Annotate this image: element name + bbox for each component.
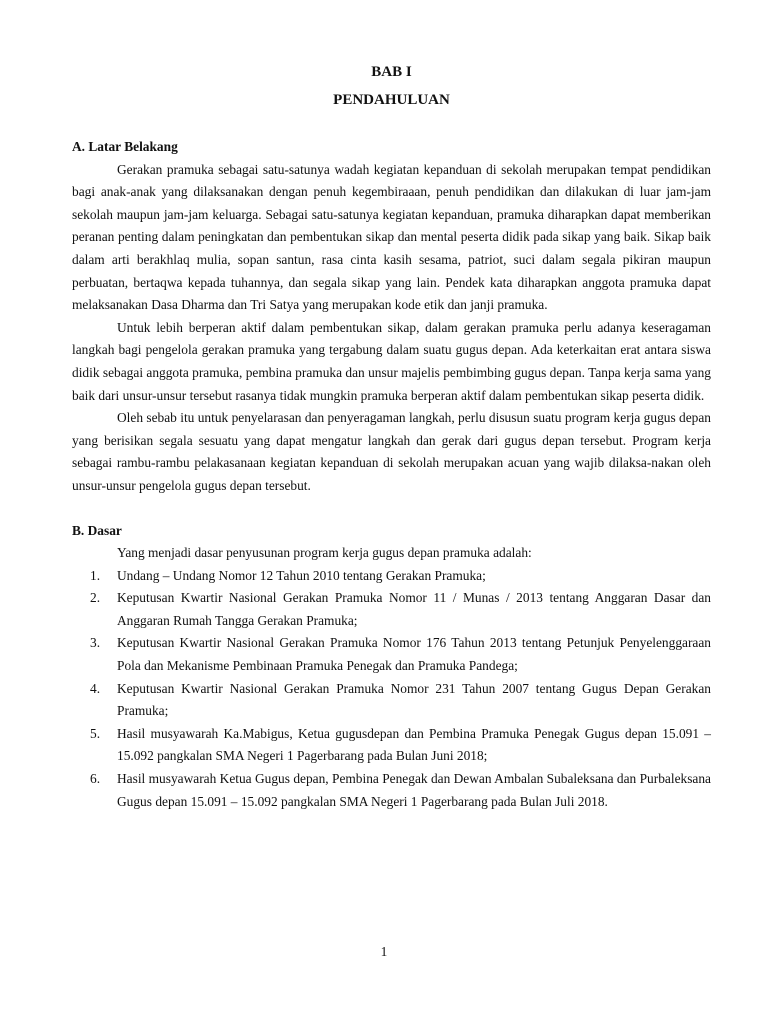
- section-dasar: [72, 520, 711, 814]
- page-number: 1: [380, 944, 388, 959]
- list-item-number: 6.: [90, 771, 101, 787]
- document-page: [72, 58, 711, 813]
- section-a-heading: A. Latar Belakang: [72, 139, 178, 154]
- list-item: [72, 768, 711, 813]
- section-a-paragraph-1: Gerakan pramuka sebagai satu-satunya wadah kegiatan kepanduan di sekolah merupakan tempat pendidikan bagi anak-anak yang dilaksanakan dengan penuh kegembiraaan, penuh pendidikan dan dilakukan di luar jam-jam sekolah maupun jam-jam keluarga. Sebagai satu-satunya kegiatan kepanduan, pramuka diharapkan dapat memberikan peranan penting dalam peningkatan dan pembentukan sikap dan mental peserta didik pada sikap yang baik. Sikap baik dalam arti berakhlaq mulia, sopan santun, rasa cinta kasih sesama, patriot, suci dalam segala pikiran maupun perbuatan, bertaqwa kepada tuhannya, dan segala sikap yang lain. Pendek kata diharapkan anggota pramuka dapat melaksanakan Dasa Dharma dan Tri Satya yang merupakan kode etik dan janji pramuka.: [72, 161, 711, 313]
- chapter-title: PENDAHULUAN: [333, 92, 450, 108]
- list-item-text: Hasil musyawarah Ka.Mabigus, Ketua gugusdepan dan Pembina Pramuka Penegak Gugus depan 15.091 – 15.092 pangkalan SMA Negeri 1 Pagerbarang pada Bulan Juni 2018;: [117, 725, 711, 764]
- list-item: [72, 587, 711, 632]
- list-item-number: 3.: [90, 635, 101, 651]
- list-item-number: 1.: [90, 567, 101, 583]
- list-item-number: 2.: [90, 590, 101, 606]
- section-a-paragraph-3: Oleh sebab itu untuk penyelarasan dan penyeragaman langkah, perlu disusun suatu program kerja gugus depan yang berisikan segala sesuatu yang dapat mengatur langkah dan gerak dari gugus depan tersebut. Program kerja sebagai rambu-rambu pelakasanaan kegiatan kepanduan di sekolah merupakan acuan yang wajib dilaksa-nakan oleh unsur-unsur pengelola gugus depan tersebut.: [72, 410, 711, 493]
- list-item: [72, 565, 711, 588]
- list-item-text: Keputusan Kwartir Nasional Gerakan Pramuka Nomor 176 Tahun 2013 tentang Petunjuk Penyelenggaraan Pola dan Mekanisme Pembinaan Pramuka Penegak dan Pramuka Pandega;: [117, 635, 711, 674]
- list-item: [72, 632, 711, 677]
- list-item-number: 5.: [90, 725, 101, 741]
- section-b-heading: B. Dasar: [72, 522, 122, 538]
- chapter-label: BAB I: [371, 64, 412, 80]
- dasar-list: [72, 565, 711, 814]
- section-b-intro: Yang menjadi dasar penyusunan program kerja gugus depan pramuka adalah:: [117, 545, 532, 561]
- list-item-text: Keputusan Kwartir Nasional Gerakan Pramuka Nomor 231 Tahun 2007 tentang Gugus Depan Gerakan Pramuka;: [117, 680, 711, 719]
- section-latar-belakang: [72, 136, 711, 498]
- section-a-paragraph-2: Untuk lebih berperan aktif dalam pembentukan sikap, dalam gerakan pramuka perlu adanya keseragaman langkah bagi pengelola gerakan pramuka yang tergabung dalam suatu gugus depan. Ada keterkaitan erat antara siswa didik sebagai anggota pramuka, pembina pramuka dan unsur majelis pembimbing gugus depan. Tanpa kerja sama yang baik dari unsur-unsur tersebut rasanya tidak mungkin pramuka berperan aktif dalam pembentukan sikap peserta didik.: [72, 319, 711, 403]
- list-item-number: 4.: [90, 680, 101, 696]
- list-item: [72, 678, 711, 723]
- list-item-text: Undang – Undang Nomor 12 Tahun 2010 tentang Gerakan Pramuka;: [117, 567, 486, 583]
- list-item: [72, 723, 711, 768]
- list-item-text: Hasil musyawarah Ketua Gugus depan, Pembina Penegak dan Dewan Ambalan Subaleksana dan Purbaleksana Gugus depan 15.091 – 15.092 pangkalan SMA Negeri 1 Pagerbarang pada Bulan Juli 2018.: [117, 771, 711, 809]
- list-item-text: Keputusan Kwartir Nasional Gerakan Pramuka Nomor 11 / Munas / 2013 tentang Anggaran Dasar dan Anggaran Rumah Tangga Gerakan Pramuka;: [117, 590, 711, 628]
